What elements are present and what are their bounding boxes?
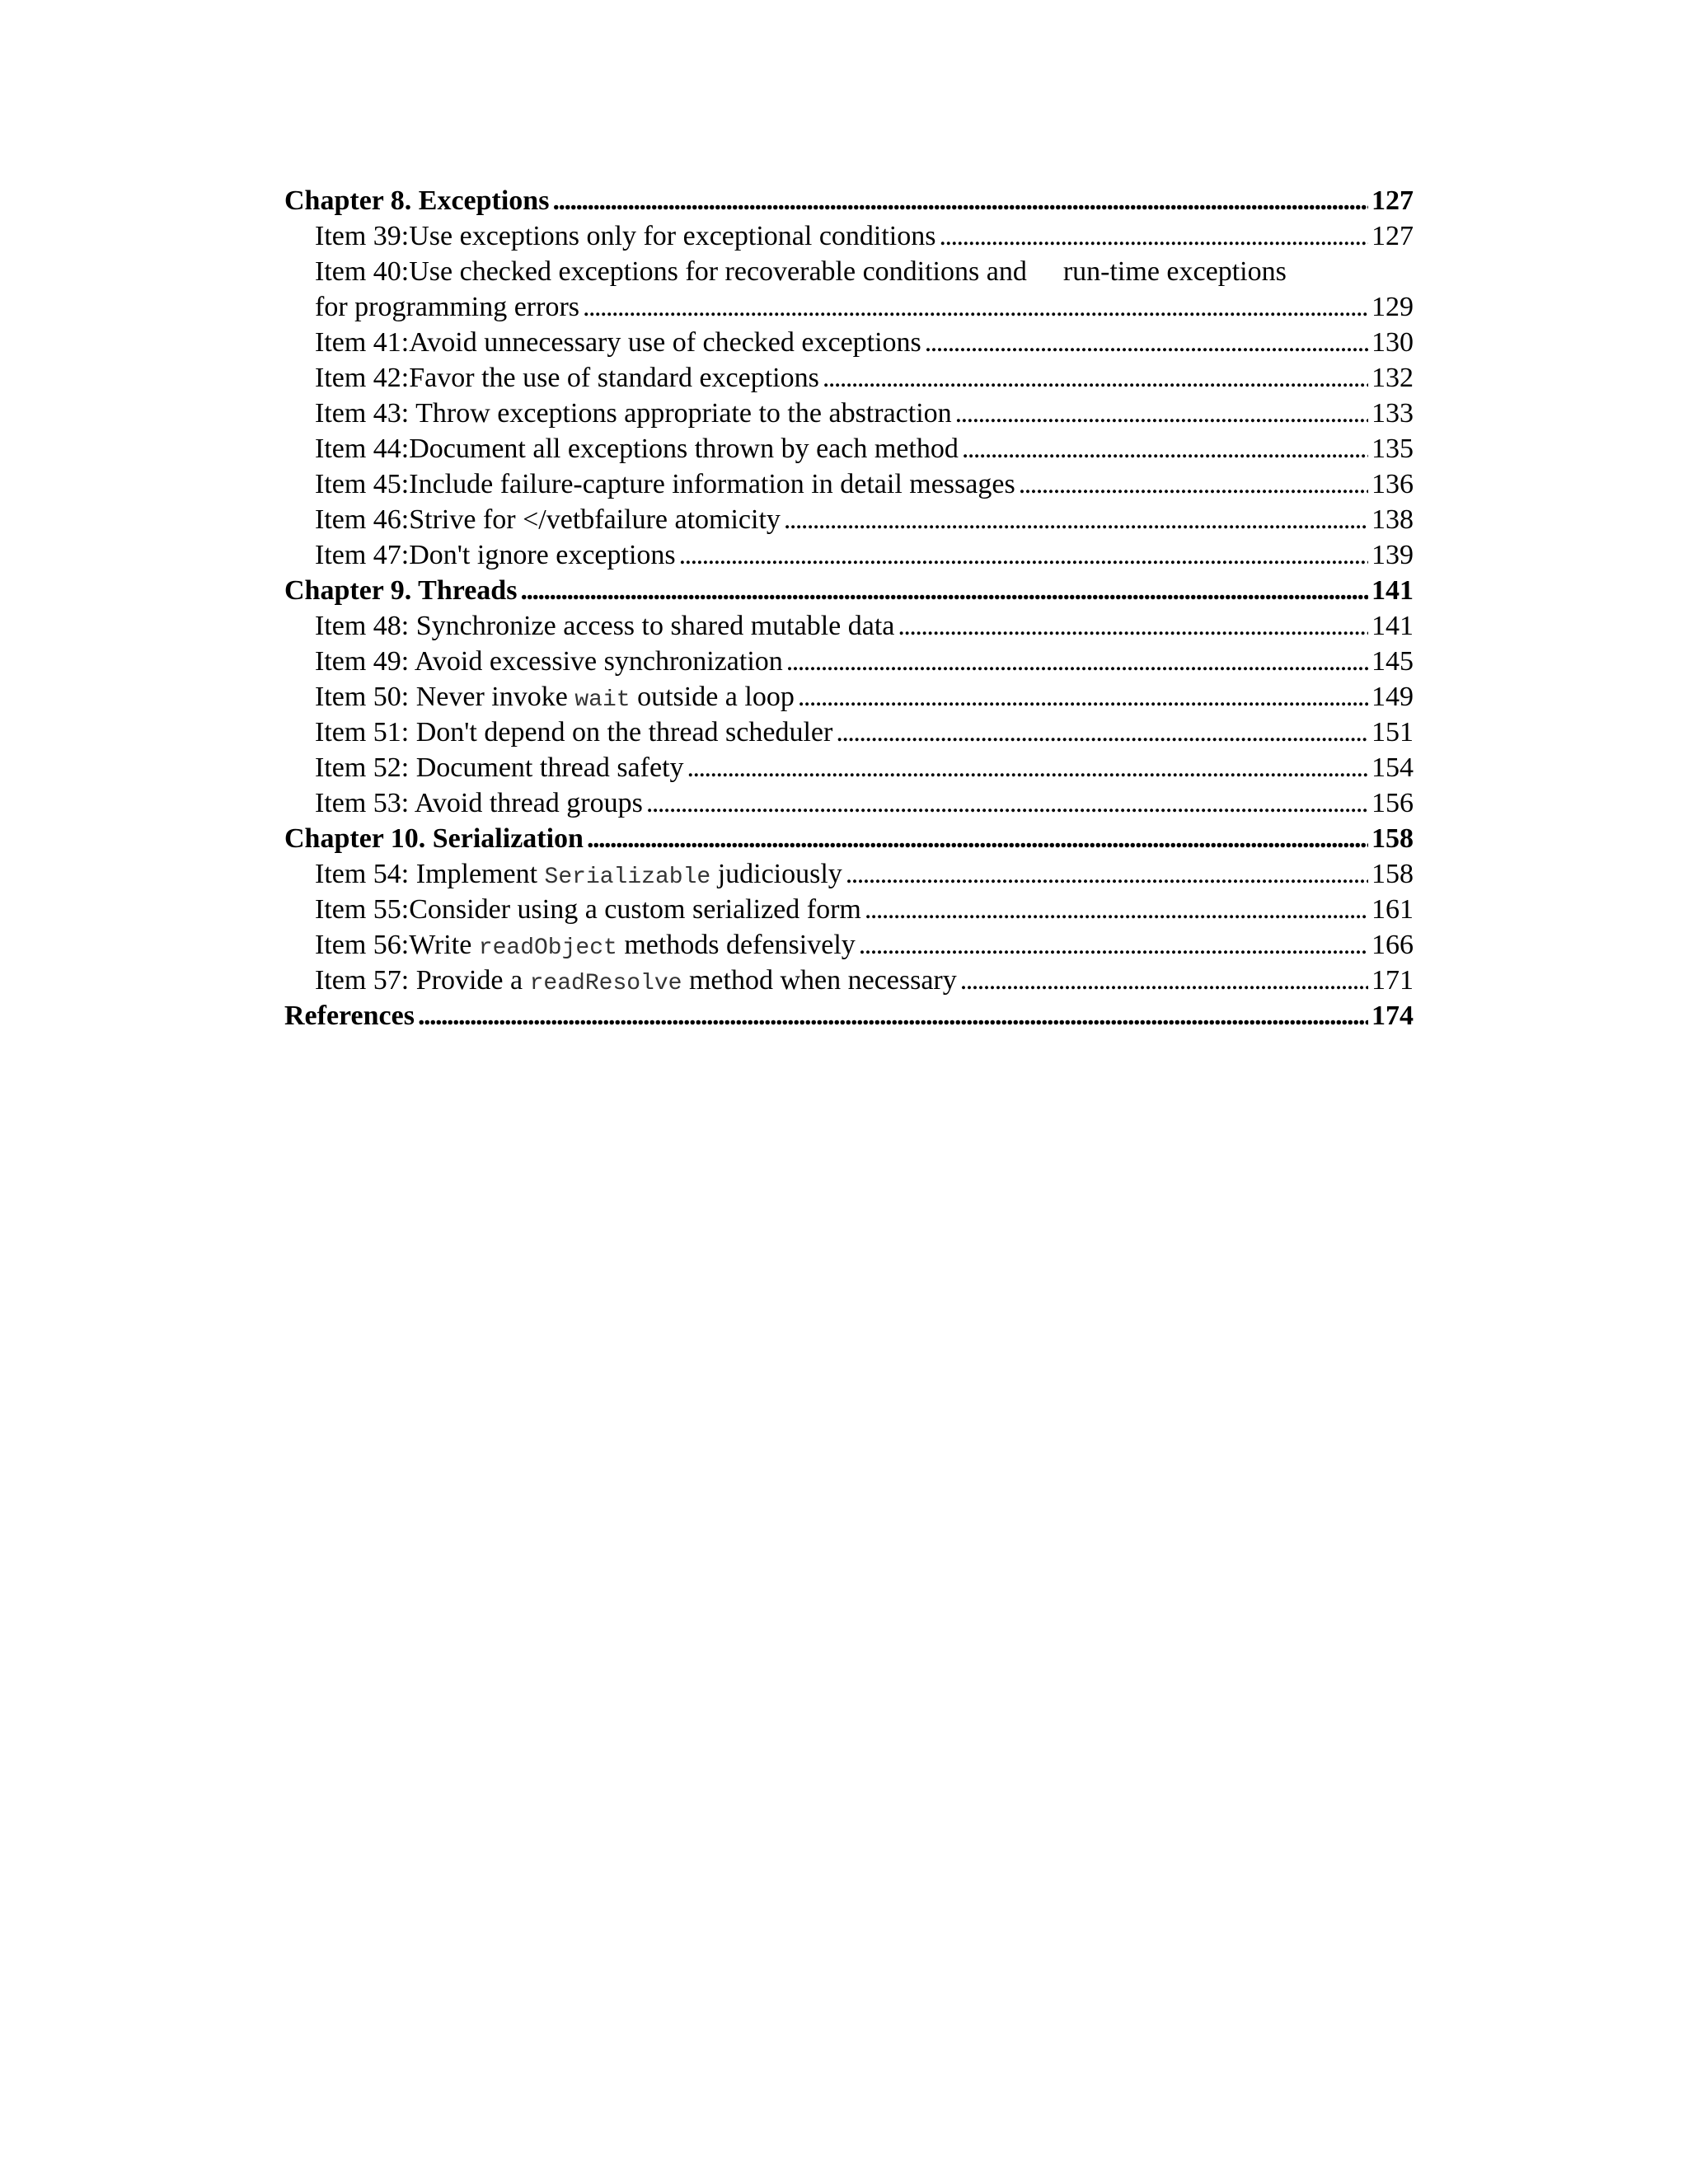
toc-entry-page: 135 (1372, 434, 1414, 464)
dot-leader (1019, 466, 1368, 502)
toc-entry-page: 158 (1372, 823, 1414, 854)
toc-item-57[interactable] (284, 963, 1414, 998)
toc-entry-title: Chapter 10. Serialization (284, 823, 584, 854)
toc-entry-title (315, 963, 957, 1001)
toc-entry-page: 132 (1372, 363, 1414, 393)
toc-entry-title: Chapter 8. Exceptions (284, 185, 550, 216)
toc-entry-title: References (284, 1001, 415, 1031)
toc-item-46[interactable] (284, 502, 1414, 537)
toc-entry-title: Item 51: Don't depend on the thread scheduler (315, 717, 833, 748)
toc-entry-page: 145 (1372, 646, 1414, 677)
toc-entry-page: 156 (1372, 788, 1414, 818)
title-text-after-code: judiciously (710, 859, 842, 889)
toc-item-50[interactable] (284, 679, 1414, 715)
toc-item-53[interactable] (284, 785, 1414, 821)
toc-item-43[interactable] (284, 396, 1414, 431)
toc-item-48[interactable] (284, 608, 1414, 644)
dot-leader (520, 573, 1368, 608)
dot-leader (859, 927, 1368, 963)
toc-item-49[interactable] (284, 644, 1414, 679)
toc-entry-title: for programming errors (315, 292, 580, 322)
dot-leader (865, 892, 1368, 927)
toc-entry-page: 139 (1372, 540, 1414, 570)
toc-entry-title: Item 40:Use checked exceptions for recoverable conditions and (315, 256, 1027, 287)
toc-item-52[interactable] (284, 750, 1414, 785)
toc-entry-page: 127 (1372, 221, 1414, 251)
toc-entry-title: Item 46:Strive for </vetbfailure atomicity (315, 504, 781, 535)
toc-item-42[interactable] (284, 360, 1414, 396)
table-of-contents (284, 183, 1414, 1033)
toc-entry-title: Item 53: Avoid thread groups (315, 788, 643, 818)
toc-chapter-10[interactable] (284, 821, 1414, 856)
toc-entry-page: 154 (1372, 752, 1414, 783)
toc-entry-title: Item 49: Avoid excessive synchronization (315, 646, 783, 677)
toc-entry-title: Item 48: Synchronize access to shared mutable data (315, 611, 895, 641)
dot-leader (784, 502, 1368, 537)
toc-item-40-line-1[interactable] (284, 254, 1414, 289)
toc-entry-title (315, 856, 842, 895)
code-text: readObject (478, 935, 617, 961)
toc-entry-page: 141 (1372, 611, 1414, 641)
toc-entry-page: 158 (1372, 859, 1414, 889)
toc-entry-title: Chapter 9. Threads (284, 575, 518, 606)
dot-leader (687, 750, 1368, 785)
toc-chapter-9[interactable] (284, 573, 1414, 608)
toc-entry-page: 174 (1372, 1001, 1414, 1031)
title-text-after-code: method when necessary (682, 965, 957, 996)
toc-entry-title: Item 52: Document thread safety (315, 752, 684, 783)
toc-entry-title: Item 45:Include failure-capture information in detail messages (315, 469, 1015, 499)
title-text-before-code: Item 56:Write (315, 930, 479, 960)
dot-leader (960, 963, 1368, 998)
toc-entry-title (315, 927, 856, 966)
dot-leader (679, 537, 1368, 573)
toc-entry-title: Item 42:Favor the use of standard exceptions (315, 363, 819, 393)
dot-leader (898, 608, 1368, 644)
toc-item-51[interactable] (284, 715, 1414, 750)
dot-leader (798, 679, 1368, 715)
dot-leader (836, 715, 1368, 750)
title-text-after-code: outside a loop (630, 682, 795, 712)
toc-references[interactable] (284, 998, 1414, 1033)
dot-leader (552, 183, 1368, 218)
dot-leader (587, 821, 1368, 856)
toc-item-55[interactable] (284, 892, 1414, 927)
code-text: wait (574, 687, 631, 713)
toc-entry-page: 166 (1372, 930, 1414, 960)
toc-entry-title: Item 43: Throw exceptions appropriate to the abstraction (315, 398, 952, 429)
toc-entry-page: 130 (1372, 327, 1414, 358)
toc-entry-page: 138 (1372, 504, 1414, 535)
title-text-before-code: Item 50: Never invoke (315, 682, 575, 712)
toc-entry-page: 133 (1372, 398, 1414, 429)
title-text-before-code: Item 54: Implement (315, 859, 545, 889)
toc-item-39[interactable] (284, 218, 1414, 254)
toc-entry-page: 149 (1372, 682, 1414, 712)
toc-item-40-line-2[interactable] (284, 289, 1414, 325)
toc-item-44[interactable] (284, 431, 1414, 466)
toc-entry-title: Item 47:Don't ignore exceptions (315, 540, 676, 570)
toc-entry-page: 161 (1372, 894, 1414, 925)
code-text: readResolve (529, 971, 682, 996)
toc-item-41[interactable] (284, 325, 1414, 360)
title-text-after-code: methods defensively (617, 930, 856, 960)
toc-entry-title: Item 39:Use exceptions only for exceptional conditions (315, 221, 936, 251)
dot-leader (846, 856, 1368, 892)
dot-leader (786, 644, 1368, 679)
toc-item-56[interactable] (284, 927, 1414, 963)
dot-leader (955, 396, 1368, 431)
toc-entry-title (315, 679, 795, 718)
dot-leader (646, 785, 1368, 821)
toc-chapter-8[interactable] (284, 183, 1414, 218)
dot-leader (962, 431, 1368, 466)
toc-entry-page: 129 (1372, 292, 1414, 322)
toc-entry-title: Item 41:Avoid unnecessary use of checked exceptions (315, 327, 921, 358)
dot-leader (823, 360, 1368, 396)
toc-entry-title-continued: run-time exceptions (1062, 256, 1287, 287)
toc-entry-title: Item 44:Document all exceptions thrown by each method (315, 434, 959, 464)
dot-leader (418, 998, 1368, 1033)
toc-entry-page: 151 (1372, 717, 1414, 748)
toc-entry-title: Item 55:Consider using a custom serialized form (315, 894, 861, 925)
dot-leader (583, 289, 1368, 325)
code-text: Serializable (544, 865, 711, 890)
toc-item-47[interactable] (284, 537, 1414, 573)
toc-entry-page: 127 (1372, 185, 1414, 216)
dot-leader (925, 325, 1368, 360)
toc-item-54[interactable] (284, 856, 1414, 892)
toc-item-45[interactable] (284, 466, 1414, 502)
toc-entry-page: 136 (1372, 469, 1414, 499)
toc-entry-page: 171 (1372, 965, 1414, 996)
dot-leader (939, 218, 1368, 254)
title-text-before-code: Item 57: Provide a (315, 965, 530, 996)
toc-entry-page: 141 (1372, 575, 1414, 606)
